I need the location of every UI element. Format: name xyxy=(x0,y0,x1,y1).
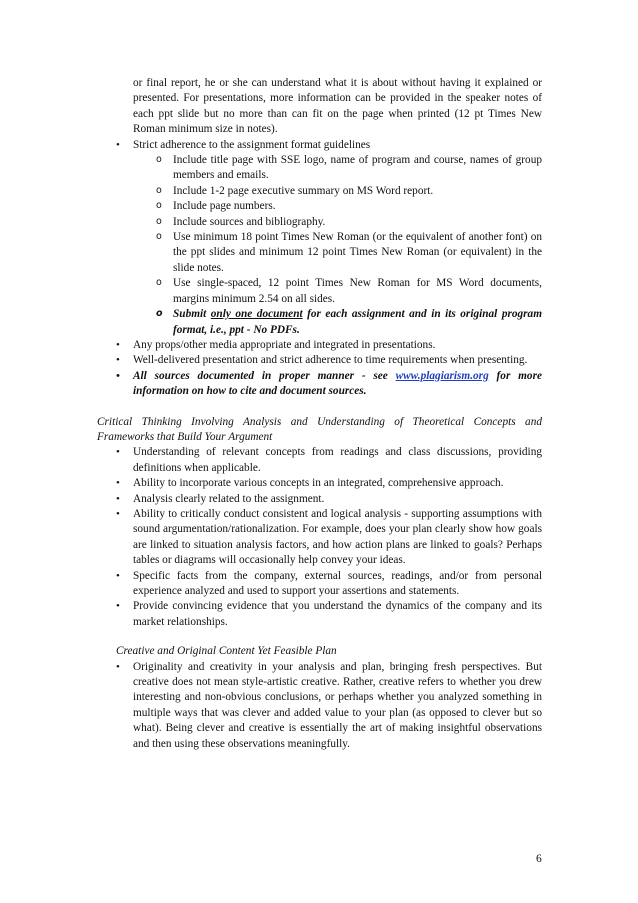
critical-bullet: • Ability to critically conduct consistent and logical analysis - supporting assumptions with sound argumentation/rationalization. For example, does your plan clearly show how goals are linked to situation analysis factors, and how action plans are linked to goals? Perhaps tables or diagrams will occasionally help convey your ideas. xyxy=(116,507,542,567)
intro-paragraph: or final report, he or she can understand what it is about without having it explained or presented. For presentations, more information can be provided in the speaker notes of each ppt slide but no more than can fit on the page when printed (12 pt Times New Roman minimum size in notes). xyxy=(133,77,542,136)
format-subitem: o Use single-spaced, 12 point Times New Roman for MS Word documents, margins minimum 2.54 on all sides. xyxy=(156,277,542,305)
underlined-text: only one document xyxy=(210,308,303,321)
circle-marker-icon: o xyxy=(156,215,162,227)
circle-marker-icon: o xyxy=(156,200,162,212)
circle-marker-icon: o xyxy=(156,308,163,320)
page-number: 6 xyxy=(536,853,542,865)
critical-bullet: • Specific facts from the company, external sources, readings, and/or from personal experience analyzed and used to support your assertions and statements. xyxy=(116,569,542,597)
bullet-icon: • xyxy=(116,507,120,520)
bullet-icon: • xyxy=(116,338,120,351)
creative-heading: Creative and Original Content Yet Feasible Plan xyxy=(116,645,337,658)
bullet-icon: • xyxy=(116,369,120,382)
format-guidelines-bullet xyxy=(97,138,542,153)
circle-marker-icon: o xyxy=(156,184,162,196)
submit-subitem: o Submit only one document for each assignment and in its original program format, i.e., ppt - No PDFs. xyxy=(156,308,542,336)
circle-marker-icon: o xyxy=(156,277,162,289)
bullet-icon: • xyxy=(116,492,120,505)
circle-marker-icon: o xyxy=(156,154,162,166)
bullet-icon: • xyxy=(116,477,120,490)
props-bullet: • Any props/other media appropriate and integrated in presentations. xyxy=(97,338,542,353)
bullet-icon: • xyxy=(116,600,120,613)
format-subitem: o Include sources and bibliography. xyxy=(156,215,326,228)
format-subitem: o Use minimum 18 point Times New Roman (or the equivalent of another font) on the ppt slides and minimum 12 point Times New Roman (or equivalent) in the slide notes. xyxy=(156,231,542,274)
critical-thinking-heading: Critical Thinking Involving Analysis and Understanding of Theoretical Concepts and Frameworks that Build Your Argument xyxy=(97,415,542,443)
bullet-icon: • xyxy=(116,660,120,673)
bullet-icon: • xyxy=(116,569,120,582)
critical-bullet: • Analysis clearly related to the assignment. xyxy=(97,492,542,507)
critical-bullet: • Understanding of relevant concepts from readings and class discussions, providing definitions when applicable. xyxy=(116,446,542,474)
critical-bullet: • Ability to incorporate various concepts in an integrated, comprehensive approach. xyxy=(97,476,542,491)
bullet-icon: • xyxy=(116,138,120,151)
format-subitem: o Include title page with SSE logo, name of program and course, names of group members and emails. xyxy=(156,154,542,182)
bullet-icon: • xyxy=(116,354,120,367)
format-subitem: o Include 1-2 page executive summary on MS Word report. xyxy=(156,184,434,197)
plagiarism-link[interactable]: www.plagiarism.org xyxy=(395,369,489,382)
format-subitem-list xyxy=(97,153,542,338)
critical-bullet: • Provide convincing evidence that you understand the dynamics of the company and its market relationships. xyxy=(116,600,542,628)
format-subitem: o Include page numbers. xyxy=(156,200,276,213)
bullet-icon: • xyxy=(116,446,120,459)
sources-bullet: • All sources documented in proper manner - see www.plagiarism.org for more information on how to cite and document sources. xyxy=(116,369,542,398)
bullet-text: Strict adherence to the assignment format guidelines xyxy=(133,138,371,151)
creative-bullet: • Originality and creativity in your analysis and plan, bringing fresh perspectives. But creative does not mean style-artistic creative. Rather, creative refers to whether you drew interesting and non-obvious conclusions, or perhaps whether you analyzed something in multiple ways that was clever and added value to your plan (as opposed to clever but so what). Being clever and creative is essentially the art of making insightful observations and then using these observations meaningfully. xyxy=(116,660,542,750)
presentation-bullet: • Well-delivered presentation and strict adherence to time requirements when presenting. xyxy=(97,353,542,368)
circle-marker-icon: o xyxy=(156,231,162,243)
page-content xyxy=(97,76,542,752)
